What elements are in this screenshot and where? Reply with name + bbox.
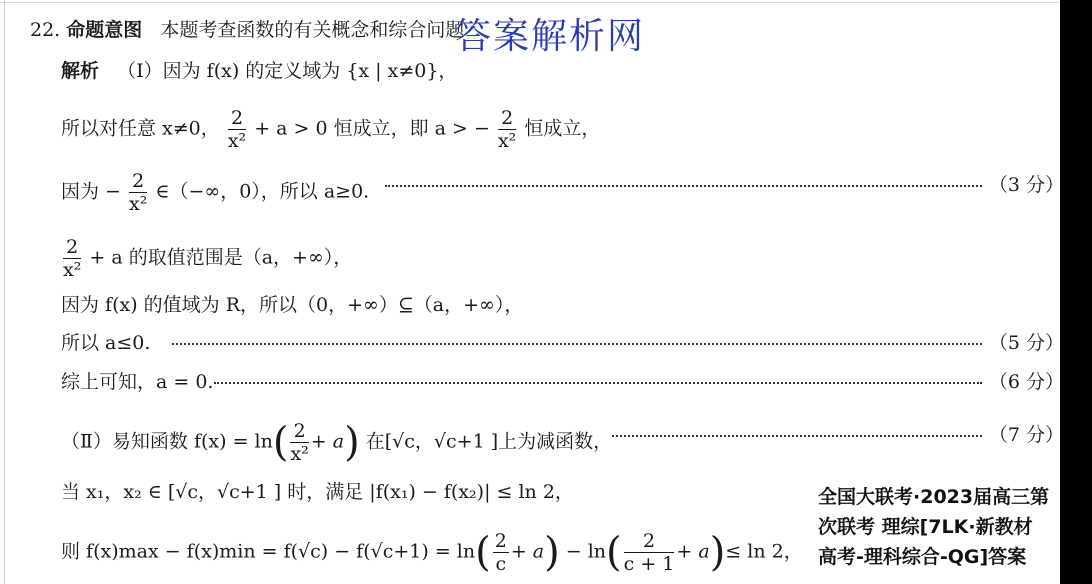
- exam-stamp-line-1: 全国大联考·2023届高三第: [818, 486, 1050, 508]
- exam-stamp-line-2: 次联考 理综[7LK·新教材: [818, 516, 1033, 538]
- domain-text: （Ⅰ）因为 f(x) 的定义域为 {x | x≠0}，: [117, 60, 458, 82]
- leader-dots: [385, 172, 982, 198]
- watermark: 答案解析网: [455, 16, 646, 57]
- fraction: $\frac{2}{\text{x²}}$: [63, 236, 82, 281]
- text-segment: 恒成立，: [524, 117, 601, 140]
- intent-text: 本题考查函数的有关概念和综合问题: [160, 19, 465, 41]
- question-header: [30, 17, 464, 43]
- text-segment: ≤ ln 2，: [725, 540, 803, 563]
- fraction: $\frac{2}{c}$: [494, 530, 507, 575]
- score-5: （5 分）: [988, 332, 1064, 354]
- question-number: 22.: [30, 19, 61, 41]
- left-border: [4, 0, 5, 584]
- intent-label: 命题意图: [66, 19, 143, 41]
- text-segment: ∈（−∞，0），所以 a≥0.: [155, 180, 370, 203]
- right-black-bar: [1060, 0, 1092, 584]
- leader-dots: [214, 369, 982, 395]
- text-segment: 所以对任意 x≠0，: [61, 117, 220, 140]
- analysis-line-5: 因为 f(x) 的值域为 R，所以（0，+∞）⊆（a，+∞），: [61, 294, 524, 316]
- text-segment: + a > 0 恒成立，即 a > −: [254, 117, 490, 140]
- text-segment: 则 f(x)max − f(x)min = f(√c) − f(√c+1) = ln: [61, 540, 476, 563]
- fraction: $\frac{2}{\text{x²}}$: [227, 107, 247, 152]
- exam-stamp-line-3: 高考-理科综合-QG]答案: [818, 546, 1027, 568]
- text-segment: （Ⅱ）易知函数 f(x) = ln: [61, 430, 273, 453]
- analysis-line-4: [61, 236, 352, 281]
- text-segment: 在[√c，√c+1 ]上为减函数，: [365, 430, 613, 453]
- score-6: （6 分）: [988, 371, 1064, 393]
- analysis-line-6: 所以 a≤0.: [61, 332, 151, 354]
- analysis-line-2: [61, 107, 600, 152]
- leader-dots: [172, 330, 982, 356]
- analysis-line-1: [61, 58, 457, 84]
- part2-line-3: 则 f(x)max − f(x)min = f(√c) − f(√c+1) = ln( $\frac{2}{c}$ + a) − ln( $\frac{2}{c + 1}$ + a)≤ ln 2，: [61, 529, 803, 576]
- fraction: $\frac{2}{\text{x²}}$: [129, 170, 148, 215]
- text-segment: − ln: [565, 540, 607, 563]
- text-segment: + a 的取值范围是（a，+∞），: [89, 246, 353, 269]
- analysis-line-7: 综上可知，a = 0.: [61, 371, 214, 393]
- fraction: $\frac{2}{c + 1}$: [623, 530, 675, 575]
- part2-line-1: （Ⅱ）易知函数 f(x) = ln( $\frac{2}{\text{x²}}$ + a) 在[√c，√c+1 ]上为减函数，: [61, 419, 613, 466]
- top-border: [0, 2, 1060, 3]
- fraction: $\frac{2}{\text{x²}}$: [497, 107, 517, 152]
- leader-dots: [612, 422, 982, 448]
- score-7: （7 分）: [988, 424, 1064, 446]
- part2-line-2: 当 x₁，x₂ ∈ [√c，√c+1 ] 时，满足 |f(x₁) − f(x₂)| ≤ ln 2，: [61, 481, 574, 503]
- text-segment: 因为 −: [61, 180, 121, 203]
- analysis-label: 解析: [61, 60, 100, 82]
- fraction: $\frac{2}{\text{x²}}$: [290, 420, 309, 465]
- score-3: （3 分）: [988, 174, 1064, 196]
